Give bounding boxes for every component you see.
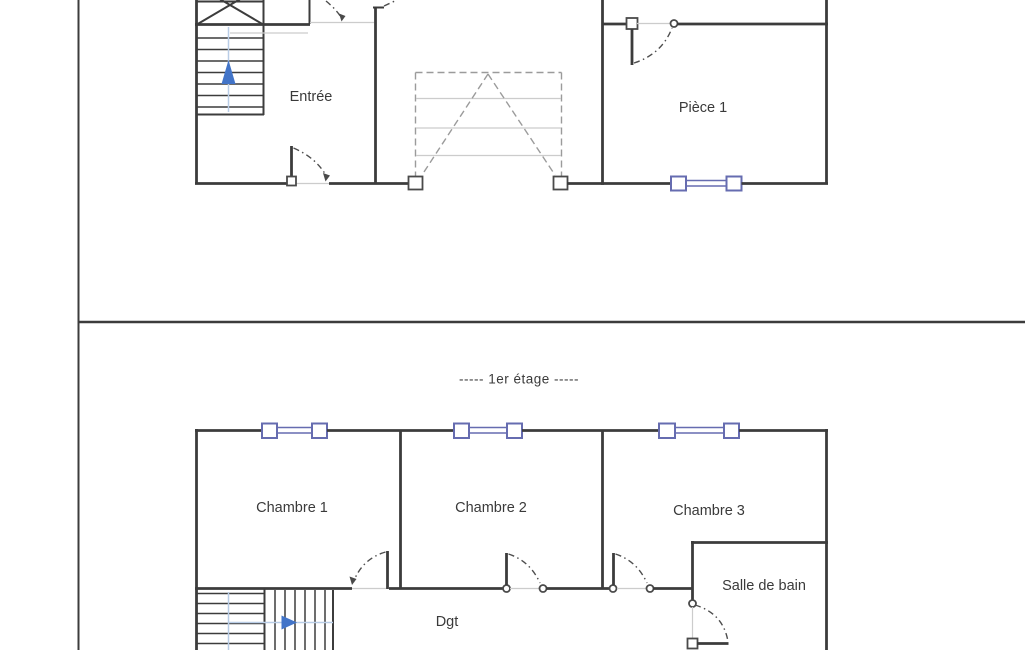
bedroom-corridor-wall	[195, 551, 693, 592]
piece1-room-walls	[601, 0, 828, 191]
door-swing-icon	[610, 553, 654, 592]
door-swing-icon	[350, 551, 388, 589]
room-label-chambre2: Chambre 2	[455, 500, 527, 516]
room-label-dgt: Dgt	[435, 614, 459, 630]
room-label-chambre3: Chambre 3	[673, 503, 745, 519]
first-floor-plan	[195, 424, 828, 650]
window-icon	[262, 424, 327, 439]
door-swing-icon	[384, 0, 397, 6]
window-icon	[454, 424, 522, 439]
staircase-down-icon	[197, 589, 333, 650]
porch-post-icon	[554, 177, 568, 190]
porch-post-icon	[409, 177, 423, 190]
window-icon	[659, 424, 739, 439]
floor-section-label: ----- 1er étage -----	[458, 371, 580, 387]
room-label-salle-de-bain: Salle de bain	[722, 578, 806, 594]
door-swing-icon	[503, 553, 547, 592]
bathroom-walls	[688, 541, 829, 649]
first-floor-walls	[197, 429, 827, 650]
page-frame	[78, 0, 1025, 650]
room-label-piece1: Pièce 1	[678, 100, 728, 116]
door-swing-icon	[688, 600, 729, 649]
room-label-chambre1: Chambre 1	[256, 500, 328, 516]
room-label-entree: Entrée	[289, 89, 333, 105]
first-floor-top-wall	[195, 424, 828, 439]
door-swing-icon	[627, 18, 678, 65]
entree-top-wall	[310, 0, 398, 24]
door-swing-icon	[287, 146, 330, 186]
porch-canopy-projection	[409, 73, 605, 190]
window-icon	[671, 177, 742, 191]
